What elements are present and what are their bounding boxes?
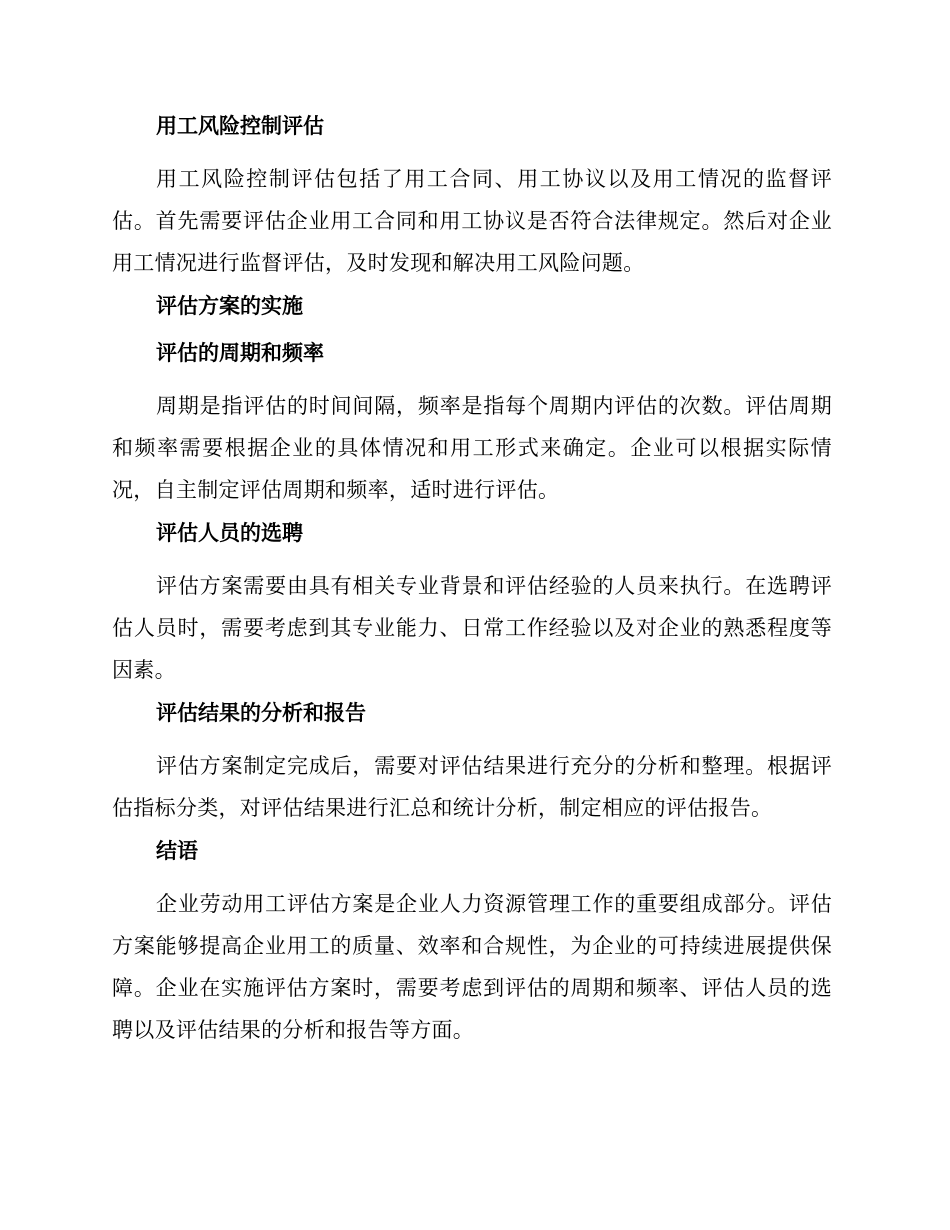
- section-paragraph-cycle-frequency: 周期是指评估的时间间隔，频率是指每个周期内评估的次数。评估周期和频率需要根据企业的具体情况和用工形式来确定。企业可以根据实际情况，自主制定评估周期和频率，适时进行评估。: [112, 394, 832, 502]
- section-paragraph-conclusion: 企业劳动用工评估方案是企业人力资源管理工作的重要组成部分。评估方案能够提高企业用工的质量、效率和合规性，为企业的可持续进展提供保障。企业在实施评估方案时，需要考虑到评估的周期和频率、评估人员的选聘以及评估结果的分析和报告等方面。: [112, 892, 832, 1042]
- section-heading-implementation: 评估方案的实施: [156, 294, 303, 318]
- section-heading-conclusion: 结语: [156, 839, 198, 863]
- section-paragraph-result-analysis: 评估方案制定完成后，需要对评估结果进行充分的分析和整理。根据评估指标分类，对评估结果进行汇总和统计分析，制定相应的评估报告。: [112, 754, 832, 820]
- section-heading-staff-selection: 评估人员的选聘: [156, 521, 303, 545]
- section-paragraph-staff-selection: 评估方案需要由具有相关专业背景和评估经验的人员来执行。在选聘评估人员时，需要考虑到其专业能力、日常工作经验以及对企业的熟悉程度等因素。: [112, 574, 832, 682]
- section-heading-risk-control: 用工风险控制评估: [156, 114, 324, 138]
- section-heading-result-analysis: 评估结果的分析和报告: [156, 701, 366, 725]
- document-body: [112, 111, 832, 1058]
- section-paragraph-risk-control: 用工风险控制评估包括了用工合同、用工协议以及用工情况的监督评估。首先需要评估企业用工合同和用工协议是否符合法律规定。然后对企业用工情况进行监督评估，及时发现和解决用工风险问题。: [112, 167, 832, 275]
- section-heading-cycle-frequency: 评估的周期和频率: [156, 341, 324, 365]
